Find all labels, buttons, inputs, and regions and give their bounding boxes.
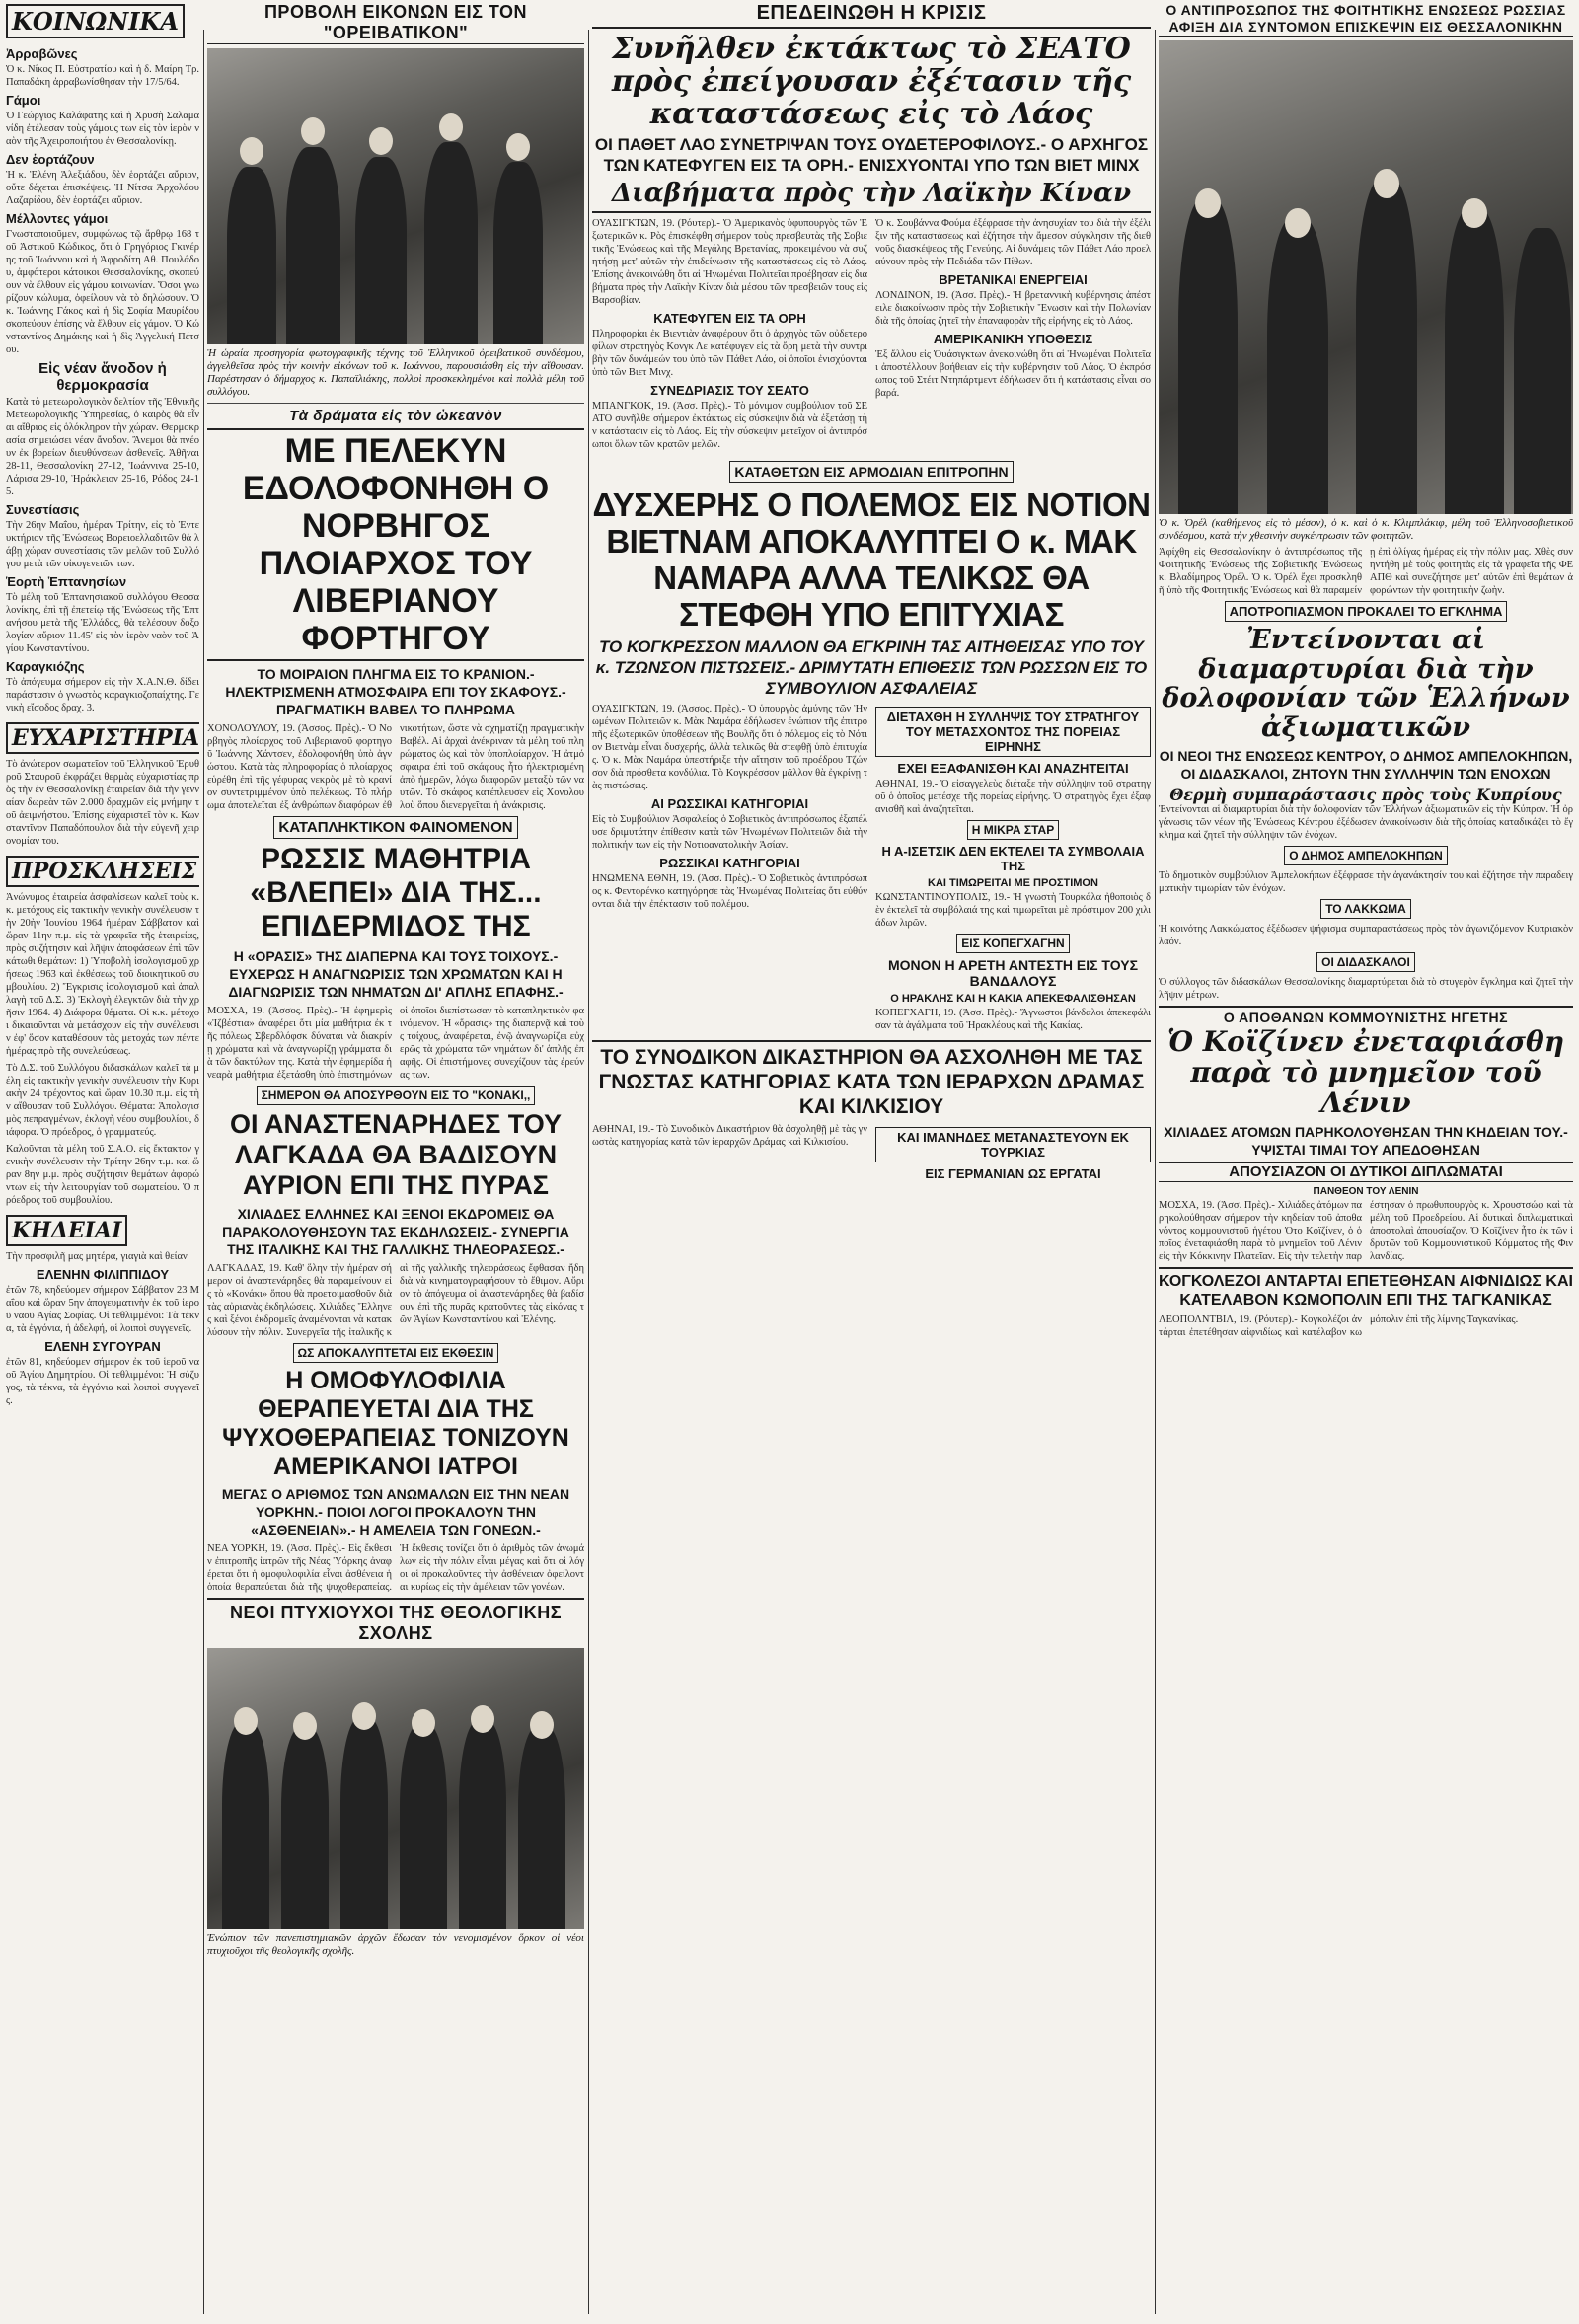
section-kicker: ΕΙΣ ΚΟΠΕΓΧΑΓΗΝ [956,934,1069,953]
section-kicker: ΩΣ ΑΠΟΚΑΛΥΠΤΕΤΑΙ ΕΙΣ ΕΚΘΕΣΙΝ [293,1343,499,1363]
text-block: Γνωστοποιοῦμεν, συμφώνως τῷ ἄρθρῳ 168 τοῦ Ἀστικοῦ Κώδικος, ὅτι ὁ Γρηγόριος Γκινέρης τοῦ Ἰωάννου καὶ ἡ Ἀφροδίτη Αθ. Πουλάδου, ἀμφότεροι κάτοικοι Θεσσαλονίκης, σκοπεύουν νὰ ἔλθουν εἰς γάμου κοινωνίαν. Ὅσοι γνωρίζουν κώλυμα, ὀφείλουν νὰ τὸ δηλώσουν. Ὁ κ. Ἰωάννης Γάκος καὶ ἡ δὶς Σοφία Μαυρίδου σκοπεύουν ἐπίσης νὰ ἔλθουν εἰς γάμον. Ὁ Κώνσταντίνος Δημάκης καὶ ἡ δὶς Ἀγγελική Πέτσου. [6,229,199,355]
photo-title: ΝΕΟΙ ΠΤΥΧΙΟΥΧΟΙ ΤΗΣ ΘΕΟΛΟΓΙΚΗΣ ΣΧΟΛΗΣ [207,1598,584,1644]
deck: ΧΙΛΙΑΔΕΣ ΕΛΛΗΝΕΣ ΚΑΙ ΞΕΝΟΙ ΕΚΔΡΟΜΕΙΣ ΘΑ ΠΑΡΑΚΟΛΟΥΘΗΣΟΥΝ ΤΑΣ ΕΚΔΗΛΩΣΕΙΣ.- ΣΥΝΕΡΓΙΑ ΤΗΣ ΙΤΑΛΙΚΗΣ ΚΑΙ ΤΗΣ ΓΑΛΛΙΚΗΣ ΤΗΛΕΟΡΑΣΕΩΣ.- [222,1206,569,1257]
text-block: ΛΕΟΠΟΛΝΤΒΙΛ, 19. (Ρόυτερ).- Κογκολέζοι ἀντάρται ἐπετέθησαν αἰφνιδίως καὶ κατέλαβον κωμόπολιν ἐπὶ τῆς λίμνης Ταγκανίκας. [1159,1313,1519,1338]
text-block: Καλοῦνται τὰ μέλη τοῦ Σ.Α.Ο. εἰς ἔκτακτον γενικὴν συνέλευσιν τὴν Τρίτην 26ην τ.μ. καὶ ὥραν 8ην μ.μ. πρὸς συζήτησιν θεμάτων ἀφορώντων εἰς τὴν λειτουργίαν τοῦ σωματείου. Ὁ πρόεδρος τοῦ συμβουλίου. [6,1144,199,1206]
subhead: ΒΡΕΤΑΝΙΚΑΙ ΕΝΕΡΓΕΙΑΙ [939,271,1088,287]
subheadline: ΑΠΟΥΣΙΑΖΟΝ ΟΙ ΔΥΤΙΚΟΙ ΔΙΠΛΩΜΑΤΑΙ [1159,1162,1573,1182]
thanks-heading: ΕΥΧΑΡΙΣΤΗΡΙΑ [6,722,199,754]
text-block: ΟΥΑΣΙΓΚΤΩΝ, 19. (Ρόυτερ).- Ὁ Ἀμερικανὸς ὑφυπουργὸς τῶν Ἐξωτερικῶν κ. Ρὸς ἐπισκέφθη σήμερον τοὺς πρεσβευτὰς τῆς Σοβιετικῆς Ἑνώσεως καὶ τῆς Μεγάλης Βρετανίας, προκειμένου νὰ συζητήσῃ μετ' αὐτῶν τὴν ἐπιδείνωσιν τῆς καταστάσεως εἰς τὸ Λάος. Ἐπίσης ἀνεκοινώθη ὅτι αἱ Ἡνωμέναι Πολιτεῖαι προέβησαν εἰς διαβήματα πρὸς τὴν Λαϊκὴν Κίναν διὰ μέσου τῶν πρεσβειῶν τους εἰς Βαρσοβίαν. [592,217,867,306]
section-kicker: ΚΑΙ ΙΜΑΝΗΔΕΣ ΜΕΤΑΝΑΣΤΕΥΟΥΝ ΕΚ ΤΟΥΡΚΙΑΣ [875,1127,1151,1162]
text-block: ἐτῶν 78, κηδεύομεν σήμερον Σάββατον 23 Μαΐου καὶ ὥραν 5ην ἀπογευματινὴν ἐκ τοῦ ἱεροῦ ναοῦ Ἁγίας Σοφίας. Οἱ τεθλιμμένοι: Τὰ τέκνα, τὰ ἐγγόνια, ἡ ἀδελφή, οἱ λοιποὶ συγγενεῖς. [6,1285,199,1334]
text-block: Τὸ ἀνώτερον σωματεῖον τοῦ Ἑλληνικοῦ Ἐρυθροῦ Σταυροῦ ἐκφράζει θερμὰς εὐχαριστίας πρὸς τὴν ἐν Θεσσαλονίκῃ ἐταιρείαν διὰ τὴν γενναίαν δωρεὰν τῶν 2.000 δραχμῶν εἰς μνήμην τοῦ ἀειμνήστου. Ἐπίσης εὐχαριστεῖ τὸν κ. Κωνσταντῖνον Παπαδόπουλον διὰ τὴν εὐγενῆ χειρονομίαν του. [6,759,199,847]
deck: ΟΙ ΠΑΘΕΤ ΛΑΟ ΣΥΝΕΤΡΙΨΑΝ ΤΟΥΣ ΟΥΔΕΤΕΡΟΦΙΛΟΥΣ.- Ο ΑΡΧΗΓΟΣ ΤΩΝ ΚΑΤΕΦΥΓΕΝ ΕΙΣ ΤΑ ΟΡΗ.- ΕΝΙΣΧΥΟΝΤΑΙ ΥΠΟ ΤΩΝ ΒΙΕΤ ΜΙΝΧ [594,135,1149,175]
heat-heading: Εἰς νέαν ἄνοδον ἡ θερμοκρασία [38,360,167,394]
subhead: ΕΧΕΙ ΕΞΑΦΑΝΙΣΘΗ ΚΑΙ ΑΝΑΖΗΤΕΙΤΑΙ [897,760,1129,776]
subheadline: Θερμὴ συμπαράστασις πρὸς τοὺς Κυπρίους [1169,785,1562,804]
subhead: ΡΩΣΣΙΚΑΙ ΚΑΤΗΓΟΡΙΑΙ [659,855,800,870]
engagements-heading: Ἀρραβῶνες [6,46,78,61]
section-kicker: Ο ΑΠΟΘΑΝΩΝ ΚΟΜΜΟΥΝΙΣΤΗΣ ΗΓΕΤΗΣ [1159,1006,1573,1025]
text-block: ἐτῶν 81, κηδεύομεν σήμερον ἐκ τοῦ ἱεροῦ ναοῦ Ἁγίου Δημητρίου. Οἱ τεθλιμμένοι: Ἡ σύζυγος, τὰ τέκνα, τὰ ἐγγόνια καὶ λοιποὶ συγγενεῖς. [6,1357,199,1406]
headline: ΔΥΣΧΕΡΗΣ Ο ΠΟΛΕΜΟΣ ΕΙΣ ΝΟΤΙΟΝ ΒΙΕΤΝΑΜ ΑΠΟΚΑΛΥΠΤΕΙ Ο κ. ΜΑΚ ΝΑΜΑΡΑ ΑΛΛΑ ΤΕΛΙΚΩΣ ΘΑ ΣΤΕΦΘΗ ΥΠΟ ΕΠΙΤΥΧΙΑΣ [592,486,1151,633]
subhead: Η Α-ΙΣΕΤΣΙΚ ΔΕΝ ΕΚΤΕΛΕΙ ΤΑ ΣΥΜΒΟΛΑΙΑ ΤΗΣ [881,843,1145,873]
meetings-heading: Συνεστίασις [6,502,80,517]
subhead: ΚΑΤΕΦΥΓΕΝ ΕΙΣ ΤΑ ΟΡΗ [653,310,806,326]
headline: Η ΟΜΟΦΥΛΟΦΙΛΙΑ ΘΕΡΑΠΕΥΕΤΑΙ ΔΙΑ ΤΗΣ ΨΥΧΟΘΕΡΑΠΕΙΑΣ ΤΟΝΙΖΟΥΝ ΑΜΕΡΙΚΑΝΟΙ ΙΑΤΡΟΙ [222,1367,569,1480]
text-block: Ὁ κ. Σουβάννα Φούμα ἐξέφρασε τὴν ἀνησυχίαν του διὰ τὴν ἐξέλιξιν τῆς καταστάσεως καὶ ἐζήτησε τὴν ἄμεσον σύγκλησιν τῆς διεθνοῦς διασκέψεως τῆς Γενεύης. Αἱ δυνάμεις τῶν Πάθετ Λάο προελαύνουν πρὸς τὴν Πεδιάδα τῶν Πίθων. [875,217,1151,267]
headline: ΟΙ ΑΝΑΣΤΕΝΑΡΗΔΕΣ ΤΟΥ ΛΑΓΚΑΔΑ ΘΑ ΒΑΔΙΣΟΥΝ ΑΥΡΙΟΝ ΕΠΙ ΤΗΣ ΠΥΡΑΣ [229,1109,563,1200]
photo-title: Ο ΑΝΤΙΠΡΟΣΩΠΟΣ ΤΗΣ ΦΟΙΤΗΤΙΚΗΣ ΕΝΩΣΕΩΣ ΡΩΣΣΙΑΣ ΑΦΙΞΗ ΔΙΑ ΣΥΝΤΟΜΟΝ ΕΠΙΣΚΕΨΙΝ ΕΙΣ ΘΕΣΣΑΛΟΝΙΚΗΝ [1159,2,1573,37]
subheadline: Διαβήματα πρὸς τὴν Λαϊκὴν Κίναν [592,180,1151,213]
news-photo [207,48,584,344]
funeral-name: ΕΛΕΝΗ ΣΥΓΟΥΡΑΝ [44,1339,161,1354]
headline: ΡΩΣΣΙΣ ΜΑΘΗΤΡΙΑ «ΒΛΕΠΕΙ» ΔΙΑ ΤΗΣ... ΕΠΙΔΕΡΜΙΔΟΣ ΤΗΣ [250,843,542,942]
text-block: ΑΘΗΝΑΙ, 19.- Ὁ εἰσαγγελεὺς διέταξε τὴν σύλληψιν τοῦ στρατηγοῦ ὁ ὁποῖος μετέσχε τῆς πορείας εἰρήνης. Ὁ στρατηγὸς ἔχει ἐξαφανισθῆ καὶ ἀναζητεῖται. [875,778,1151,815]
column-rule [1155,30,1156,2314]
weddings-heading: Γάμοι [6,93,41,108]
column-news-right [1159,0,1573,2324]
section-kicker: ΤΟ ΛΑΚΚΩΜΑ [1320,899,1411,919]
subhead: ΣΥΝΕΔΡΙΑΣΙΣ ΤΟΥ ΣΕΑΤΟ [650,382,809,398]
text-block: ΑΘΗΝΑΙ, 19.- Τὸ Συνοδικὸν Δικαστήριον θὰ ἀσχοληθῇ μὲ τὰς γνωστὰς κατηγορίας κατὰ τῶν ἱεραρχῶν Δράμας καὶ Κιλκισίου. [592,1123,867,1148]
text-block: Κατὰ τὸ μετεωρολογικὸν δελτίον τῆς Ἐθνικῆς Μετεωρολογικῆς Ὑπηρεσίας, ὁ καιρὸς θὰ εἶναι αἴθριος εἰς ὁλόκληρον τὴν χώραν. Θερμοκρασία σημειώσει νέαν ἄνοδον. Ἄνεμοι θὰ πνέουν ἐκ βορείων διευθύνσεων ἀσθενεῖς. Ἀθῆναι 28-11, Θεσσαλονίκη 27-12, Ἰωάννινα 25-10, Λάρισα 29-10, Ἡράκλειον 25-16, Ρόδος 24-15. [6,397,199,497]
text-block: ΚΟΠΕΓΧΑΓΗ, 19. (Ἀσσ. Πρὲς).- Ἄγνωστοι βάνδαλοι ἀπεκεφάλισαν τὰ ἀγάλματα τοῦ Ἡρακλέους καὶ τῆς Κακίας. [875,1007,1151,1031]
text-block: Εἰς τὸ Συμβούλιον Ἀσφαλείας ὁ Σοβιετικὸς ἀντιπρόσωπος ἐξαπέλυσε δριμυτάτην ἐπίθεσιν κατὰ τῶν Ἡνωμένων Πολιτειῶν διὰ τὴν πολιτικήν των εἰς τὴν Νοτιοανατολικὴν Ἀσίαν. [592,813,867,851]
text-block: Τὴν 26ην Μαΐου, ἡμέραν Τρίτην, εἰς τὸ Ἐντευκτήριον τῆς Ἑνώσεως Βορειοελλαδιτῶν θὰ λάβῃ χώραν συνεστίασις τῶν μελῶν τοῦ Συλλόγου μετὰ τῶν οἰκογενειῶν των. [6,520,199,569]
invitations-heading: ΠΡΟΣΚΛΗΣΕΙΣ [6,856,199,887]
text-block: Ἐξ ἄλλου εἰς Ὀυάσιγκτων ἀνεκοινώθη ὅτι αἱ Ἡνωμέναι Πολιτεῖαι ἀποστέλλουν βοήθειαν εἰς τὴν κυβέρνησιν τοῦ Λάος. Ὁ ἐκπρόσωπος τοῦ Στέιτ Ντηπάρτμεντ ἐδήλωσεν ὅτι ἡ κατάστασις εἶναι σοβαρά. [875,348,1151,399]
subhead: ΚΑΙ ΤΙΜΩΡΕΙΤΑΙ ΜΕ ΠΡΟΣΤΙΜΟΝ [928,876,1098,889]
karagiozis-heading: Καραγκιόζης [6,659,85,674]
section-kicker: ΟΙ ΔΙΔΑΣΚΑΛΟΙ [1316,952,1415,972]
text-block: ΚΩΝΣΤΑΝΤΙΝΟΥΠΟΛΙΣ, 19.- Ἡ γνωστὴ Τουρκάλα ἠθοποιὸς δὲν ἐκτελεῖ τὰ συμβόλαιά της καὶ τιμωρεῖται μὲ πρόστιμον 200 χιλιάδων λιρῶν. [875,891,1151,929]
deck: ΤΟ ΜΟΙΡΑΙΟΝ ΠΛΗΓΜΑ ΕΙΣ ΤΟ ΚΡΑΝΙΟΝ.- ΗΛΕΚΤΡΙΣΜΕΝΗ ΑΤΜΟΣΦΑΙΡΑ ΕΠΙ ΤΟΥ ΣΚΑΦΟΥΣ.- ΠΡΑΓΜΑΤΙΚΗ ΒΑΒΕΛ ΤΟ ΠΛΗΡΩΜΑ [225,666,566,717]
subhead: ΜΟΝΟΝ Η ΑΡΕΤΗ ΑΝΤΕΣΤΗ ΕΙΣ ΤΟΥΣ ΒΑΝΔΑΛΟΥΣ [888,956,1138,989]
headline: ΤΟ ΣΥΝΟΔΙΚΟΝ ΔΙΚΑΣΤΗΡΙΟΝ ΘΑ ΑΣΧΟΛΗΘΗ ΜΕ ΤΑΣ ΓΝΩΣΤΑΣ ΚΑΤΗΓΟΡΙΑΣ ΚΑΤΑ ΤΩΝ ΙΕΡΑΡΧΩΝ ΔΡΑΜΑΣ ΚΑΙ ΚΙΛΚΙΣΙΟΥ [592,1040,1151,1119]
headline: Ὁ Κοϊζίνεν ἐνεταφιάσθη παρὰ τὸ μνημεῖον τοῦ Λένιν [1166,1025,1565,1119]
text-block: ΝΕΑ ΥΟΡΚΗ, 19. (Ἀσσ. Πρὲς).- Εἰς ἔκθεσιν ἐπιτροπῆς ἰατρῶν τῆς Νέας Ὑόρκης ἀναφέρεται ὅτι ἡ ὁμοφυλοφιλία εἶναι ἀσθένεια ἡ ὁποία θεραπεύεται διὰ τῆς ψυχοθεραπείας. Ἡ ἔκθεσις τονίζει ὅτι ὁ ἀριθμὸς τῶν ἀνωμάλων εἰς τὴν πόλιν εἶναι μέγας καὶ ὅτι οἱ λόγοι οἱ προκαλοῦντες τὴν ἀσθένειαν ὀφείλονται κυρίως εἰς τὴν ἀμέλειαν τῶν γονέων. [207,1543,584,1593]
text-block: Ὁ Γεώργιος Καλάφατης καὶ ἡ Χρυσὴ Σαλαμανίδη ἐτέλεσαν τοὺς γάμους των εἰς τὸν ἱερὸν ναὸν τῆς Ἀχειροποιήτου ἐν Θεσσαλονίκῃ. [6,111,199,147]
deck: ΜΕΓΑΣ Ο ΑΡΙΘΜΟΣ ΤΩΝ ΑΝΩΜΑΛΩΝ ΕΙΣ ΤΗΝ ΝΕΑΝ ΥΟΡΚΗΝ.- ΠΟΙΟΙ ΛΟΓΟΙ ΠΡΟΚΑΛΟΥΝ ΤΗΝ «ΑΣΘΕΝΕΙΑΝ».- Η ΑΜΕΛΕΙΑ ΤΩΝ ΓΟΝΕΩΝ.- [221,1486,570,1537]
deck: Η «ΟΡΑΣΙΣ» ΤΗΣ ΔΙΑΠΕΡΝΑ ΚΑΙ ΤΟΥΣ ΤΟΙΧΟΥΣ.- ΕΥΧΕΡΩΣ Η ΑΝΑΓΝΩΡΙΣΙΣ ΤΩΝ ΧΡΩΜΑΤΩΝ ΚΑΙ Η ΔΙΑΓΝΩΡΙΣΙΣ ΤΩΝ ΝΗΜΑΤΩΝ ΔΙ' ΑΠΛΗΣ ΕΠΑΦΗΣ.- [228,948,564,1000]
subhead: ΑΜΕΡΙΚΑΝΙΚΗ ΥΠΟΘΕΣΙΣ [933,331,1093,346]
caption: Ἡ ὡραία προσηγορία φωτογραφικῆς τέχνης τοῦ Ἑλληνικοῦ ὀρειβατικοῦ συνδέσμου, ἀγγελθεῖσα πρὸς τὴν κοινὴν εἰκόνων τοῦ κ. Ιωάννου, παρουσιάσθη εἰς τὴν αἴθουσαν. Παρέστησαν ὁ δήμαρχος κ. Παπαϊλιάκης, πολλοὶ προσκεκλημένοι καὶ πολλὰ μέλη τοῦ συλλόγου. [207,347,584,398]
text-block: Τὸ ἀπόγευμα σήμερον εἰς τὴν Χ.Α.Ν.Θ. δίδει παράστασιν ὁ γνωστὸς καραγκιοζοπαίχτης. Γενικὴ εἴσοδος δραχ. 3. [6,677,199,713]
heptanese-heading: Ἑορτὴ Ἑπτανησίων [6,574,127,589]
subhead: ΕΙΣ ΓΕΡΜΑΝΙΑΝ ΩΣ ΕΡΓΑΤΑΙ [925,1165,1101,1181]
news-photo [1159,40,1573,514]
photo-title: ΠΡΟΒΟΛΗ ΕΙΚΟΝΩΝ ΕΙΣ ΤΟΝ "ΟΡΕΙΒΑΤΙΚΟΝ" [207,2,584,44]
column-social [6,0,199,2324]
no-celebration-heading: Δεν ἑορτάζουν [6,152,95,167]
section-kicker: ΕΠΕΔΕΙΝΩΘΗ Η ΚΡΙΣΙΣ [592,2,1151,29]
text-block: ΧΟΝΟΛΟΥΛΟΥ, 19. (Ἀσσος. Πρὲς).- Ὁ Νορβηγὸς πλοίαρχος τοῦ Λιβεριανοῦ φορτηγοῦ Ἰωάννης Χάντσεν, ἐδολοφονήθη ὑπὸ ἀγνώστου. Κατὰ τὰς πληροφορίας ὁ πλοίαρχος εὑρέθη ἐπὶ τῆς γέφυρας νεκρὸς μὲ τὸ κρανίον συντετριμμένον ὑπὸ πελέκεως. Τὸ πλήρωμα ἀποτελεῖται ἐξ ἀνθρώπων διαφόρων ἐθνικοτήτων, ὥστε νὰ σχηματίζῃ πραγματικὴν Βαβέλ. Αἱ ἀρχαὶ ἀνέκριναν τὰ μέλη τοῦ πληρώματος ὡς καὶ τὸν ὑποπλοίαρχον. Ἡ ἀτμόσφαιρα ἐπὶ τοῦ σκάφους ἦτο ἠλεκτρισμένη ἀπὸ ἡμερῶν, λόγω διαφορῶν μεταξὺ τῶν ναυτῶν. Τὸ σκάφος κατέπλευσεν εἰς Χονολουλοὺ ὅπου διενεργεῖται ἡ ἀνάκρισις. [207,723,584,811]
caption: Ὁ κ. Ὀρέλ (καθήμενος εἰς τὸ μέσον), ὁ κ. καὶ ὁ κ. Κλιμπλάκιφ, μέλη τοῦ Ἑλληνοσοβιετικοῦ συνδέσμου, κατὰ τὴν χθεσινὴν συγκέντρωσιν τῶν φοιτητῶν. [1159,517,1573,542]
caption: Ἐνώπιον τῶν πανεπιστημιακῶν ἀρχῶν ἔδωσαν τὸν νενομισμένον ὅρκον οἱ νέοι πτυχιοῦχοι τῆς θεολογικῆς σχολῆς. [207,1932,584,1957]
text-block: ΜΠΑΝΓΚΟΚ, 19. (Ἀσσ. Πρὲς).- Τὸ μόνιμον συμβούλιον τοῦ ΣΕΑΤΟ συνῆλθε σήμερον ἐκτάκτως εἰς σύσκεψιν διὰ νὰ ἐξετάσῃ τὴν κατάστασιν εἰς τὸ Λάος. Εἰς τὴν σύσκεψιν μετεῖχον οἱ ἀντιπρόσωποι ὅλων τῶν κρατῶν μελῶν. [592,400,867,450]
text-block: ΟΥΑΣΙΓΚΤΩΝ, 19. (Ἀσσος. Πρὲς).- Ὁ ὑπουργὸς ἀμύνης τῶν Ἡνωμένων Πολιτειῶν κ. Μὰκ Ναμάρα ἐδήλωσεν ἐνώπιον τῆς ἐπιτροπῆς ἐξωτερικῶν ὑποθέσεων τῆς Βουλῆς ὅτι ὁ πόλεμος εἰς τὸ Νότιον Βιετνὰμ εἶναι δυσχερής, ἀλλὰ τελικῶς θὰ στεφθῇ ὑπὸ ἐπιτυχίας. Ὁ κ. Μὰκ Ναμάρα ὑπεστήριξε τὴν αἴτησιν τοῦ προέδρου Τζώνσον διὰ πρόσθετα κονδύλια. Τὸ Κογκρέσσον μᾶλλον θὰ ἐγκρίνῃ τὰς πιστώσεις. [592,703,867,791]
column-rule [588,30,589,2314]
text-block: Ἡ κοινότης Λακκώματος ἐξέδωσεν ψήφισμα συμπαραστάσεως πρὸς τὸν ἀγωνιζόμενον Κυπριακὸν λαόν. [1159,924,1573,948]
section-kicker: Τὰ δράματα εἰς τὸν ὠκεανὸν [289,408,502,424]
section-kicker: Η ΜΙΚΡΑ ΣΤΑΡ [967,820,1059,840]
headline: Ἐντείνονται αἱ διαμαρτυρίαι διὰ τὴν δολοφονίαν τῶν Ἑλλήνων ἀξιωματικῶν [1162,625,1570,744]
social-masthead: ΚΟΙΝΩΝΙΚΑ [6,4,185,38]
funerals-heading: ΚΗΔΕΙΑΙ [6,1215,127,1246]
section-kicker: ΚΑΤΑΘΕΤΩΝ ΕΙΣ ΑΡΜΟΔΙΑΝ ΕΠΙΤΡΟΠΗΝ [729,461,1013,483]
text-block: Τὸ Δ.Σ. τοῦ Συλλόγου διδασκάλων καλεῖ τὰ μέλη εἰς τακτικὴν γενικὴν συνέλευσιν τὴν Κυριακὴν 24 τρέχοντος καὶ ὥραν 10.30 π.μ. εἰς τὴν αἴθουσαν τοῦ Συλλόγου. Θέματα: Ἀπολογισμὸς πεπραγμένων, ἐκλογὴ νέου συμβουλίου, διάφορα. Ὁ πρόεδρος, ὁ γραμματεύς. [6,1063,199,1138]
text-block: Ὁ σύλλογος τῶν διδασκάλων Θεσσαλονίκης διαμαρτύρεται διὰ τὸ στυγερὸν ἔγκλημα καὶ ζητεῖ τὴν λῆψιν μέτρων. [1159,977,1573,1002]
text-block: ΛΟΝΔΙΝΟΝ, 19. (Ἀσσ. Πρὲς).- Ἡ βρεταννικὴ κυβέρνησις ἀπέστειλε διακοίνωσιν πρὸς τὴν Σοβιετικὴν Ἕνωσιν καὶ τὴν Πολωνίαν διὰ τῆς ὁποίας ζητεῖ τὴν ἐπαναφορὰν τῆς εἰρήνης εἰς τὸ Λάος. [875,289,1151,327]
deck: ΤΟ ΚΟΓΚΡΕΣΣΟΝ ΜΑΛΛΟΝ ΘΑ ΕΓΚΡΙΝΗ ΤΑΣ ΑΙΤΗΘΕΙΣΑΣ ΥΠΟ ΤΟΥ κ. ΤΖΩΝΣΟΝ ΠΙΣΤΩΣΕΙΣ.- ΔΡΙΜΥΤΑΤΗ ΕΠΙΘΕΣΙΣ ΤΩΝ ΡΩΣΣΩΝ ΕΙΣ ΤΟ ΣΥΜΒΟΥΛΙΟΝ ΑΣΦΑΛΕΙΑΣ [595,637,1148,698]
headline: ΜΕ ΠΕΛΕΚΥΝ ΕΔΟΛΟΦΟΝΗΘΗ Ο ΝΟΡΒΗΓΟΣ ΠΛΟΙΑΡΧΟΣ ΤΟΥ ΛΙΒΕΡΙΑΝΟΥ ΦΟΡΤΗΓΟΥ [207,428,584,661]
text-block: Ἐντείνονται αἱ διαμαρτυρίαι διὰ τὴν δολοφονίαν τῶν Ἑλλήνων ἀξιωματικῶν εἰς τὴν Κύπρον. Ἡ ὀργάνωσις τῶν νέων τῆς Ἑνώσεως Κέντρου ἐξέδωσεν ἀνακοίνωσιν διὰ τῆς ὁποίας καταδικάζει τὸ ἔγκλημα καὶ ζητεῖ τὴν σύλληψιν τῶν ἐνόχων. [1159,804,1573,842]
text-block: Πληροφορίαι ἐκ Βιεντιὰν ἀναφέρουν ὅτι ὁ ἀρχηγὸς τῶν οὐδετεροφίλων στρατηγὸς Κονγκ Λε κατέφυγεν εἰς τὰ ὄρη μετὰ τὴν συντριβὴν τῶν δυνάμεών του ὑπὸ τῶν Πάθετ Λάο, οἱ ὁποῖοι ἐνισχύονται ὑπὸ τῶν Βιετ Μινχ. [592,328,867,378]
future-weddings-heading: Μέλλοντες γάμοι [6,211,109,226]
funeral-name: ΕΛΕΝΗΝ ΦΙΛΙΠΠΙΔΟΥ [36,1267,170,1282]
text-block: Τὸ δημοτικὸν συμβούλιον Ἀμπελοκήπων ἐξέφρασε τὴν ἀγανάκτησίν του καὶ ἐζήτησε τὴν παραδειγματικὴν τιμωρίαν τῶν ἐνόχων. [1159,870,1573,895]
subhead: ΠΑΝΘΕΟΝ ΤΟΥ ΛΕΝΙΝ [1313,1185,1419,1197]
subhead: ΑΙ ΡΩΣΣΙΚΑΙ ΚΑΤΗΓΟΡΙΑΙ [650,795,809,811]
text-block: Τὴν προσφιλῆ μας μητέρα, γιαγιὰ καὶ θείαν [6,1251,188,1262]
section-kicker: ΣΗΜΕΡΟΝ ΘΑ ΑΠΟΣΥΡΘΟΥΝ ΕΙΣ ΤΟ "ΚΟΝΑΚΙ,, [257,1086,536,1105]
news-photo [207,1648,584,1929]
text-block: ΜΟΣΧΑ, 19. (Ἀσσ. Πρὲς).- Χιλιάδες ἀτόμων παρηκολούθησαν σήμερον τὴν κηδείαν τοῦ ἀποθανόντος κομμουνιστοῦ ἡγέτου Ὀτο Κοϊζίνεν, ὁ ὁποῖος ἐνεταφιάσθη παρὰ τὸ μνημεῖον τοῦ Λένιν εἰς τὴν Κόκκινην Πλατεῖαν. Εἰς τὴν τελετὴν παρέστησαν ὁ πρωθυπουργὸς κ. Χρουστσώφ καὶ τὰ μέλη τοῦ Προεδρείου. Αἱ δυτικαὶ διπλωματικαὶ ἀποστολαὶ ἀπουσίαζον. Ὁ Κοϊζίνεν ἦτο ἐκ τῶν ἱδρυτῶν τοῦ Κομμουνιστικοῦ Κόμματος τῆς Φινλανδίας. [1159,1199,1573,1262]
section-kicker: Ο ΔΗΜΟΣ ΑΜΠΕΛΟΚΗΠΩΝ [1284,846,1448,865]
text-block: Ὁ κ. Νίκος Π. Εὐστρατίου καὶ ἡ δ. Μαίρη Τρ. Παπαδάκη ἀρραβωνίσθησαν τὴν 17/5/64. [6,64,199,88]
subhead: Ο ΗΡΑΚΛΗΣ ΚΑΙ Η ΚΑΚΙΑ ΑΠΕΚΕΦΑΛΙΣΘΗΣΑΝ [890,992,1136,1005]
headline: ΚΟΓΚΟΛΕΖΟΙ ΑΝΤΑΡΤΑΙ ΕΠΕΤΕΘΗΣΑΝ ΑΙΦΝΙΔΙΩΣ ΚΑΙ ΚΑΤΕΛΑΒΟΝ ΚΩΜΟΠΟΛΙΝ ΕΠΙ ΤΗΣ ΤΑΓΚΑΝΙΚΑΣ [1159,1267,1573,1310]
text-block: Ἀφίχθη εἰς Θεσσαλονίκην ὁ ἀντιπρόσωπος τῆς Φοιτητικῆς Ἑνώσεως τῆς Σοβιετικῆς Ἑνώσεως κ. Βλαδίμηρος Ὀρέλ. Ὁ κ. Ὀρέλ ἔχει προσκληθῆ ὑπὸ τῆς Φοιτητικῆς Ἑνώσεως καὶ θὰ παραμείνῃ ἐπὶ ὀλίγας ἡμέρας εἰς τὴν πόλιν μας. Χθὲς συνηντήθη μὲ τοὺς φοιτητὰς εἰς τὰ γραφεῖα τῆς ΦΕΑΠΘ καὶ συνεζήτησε μετ' αὐτῶν ἐπὶ θεμάτων ἀφορώντων τὴν φοιτητικὴν ζωὴν. [1159,547,1573,596]
column-news-left [207,0,584,2324]
text-block: ΛΑΓΚΑΔΑΣ, 19. Καθ' ὅλην τὴν ἡμέραν σήμερον οἱ ἀναστενάρηδες θὰ παραμείνουν εἰς τὸ «Κονάκι» ὅπου θὰ προετοιμασθοῦν διὰ τὰς αὐριανὰς ἐκδηλώσεις. Χιλιάδες Ἕλληνες καὶ ξένοι ἐκδρομεῖς ἀναμένονται νὰ κατακλύσουν τὴν πόλιν. Συνεργεῖα τῆς ἰταλικῆς καὶ τῆς γαλλικῆς τηλεοράσεως ἔφθασαν ἤδη διὰ νὰ κινηματογραφήσουν τὸ ἔθιμον. Αὔριον τὸ ἀπόγευμα οἱ ἀναστενάρηδες θὰ βαδίσουν ἐπὶ τῆς πυρᾶς κρατοῦντες τὰς εἰκόνας τῶν Ἁγίων Κωνσταντίνου καὶ Ἑλένης. [207,1263,584,1338]
column-rule [203,30,204,2314]
deck: ΟΙ ΝΕΟΙ ΤΗΣ ΕΝΩΣΕΩΣ ΚΕΝΤΡΟΥ, Ο ΔΗΜΟΣ ΑΜΠΕΛΟΚΗΠΩΝ, ΟΙ ΔΙΔΑΣΚΑΛΟΙ, ΖΗΤΟΥΝ ΤΗΝ ΣΥΛΛΗΨΙΝ ΤΩΝ ΕΝΟΧΩΝ [1159,747,1573,782]
section-kicker: ΔΙΕΤΑΧΘΗ Η ΣΥΛΛΗΨΙΣ ΤΟΥ ΣΤΡΑΤΗΓΟΥ ΤΟΥ ΜΕΤΑΣΧΟΝΤΟΣ ΤΗΣ ΠΟΡΕΙΑΣ ΕΙΡΗΝΗΣ [875,707,1151,757]
text-block: Τὸ μέλη τοῦ Ἑπτανησιακοῦ συλλόγου Θεσσαλονίκης, ἐπὶ τῇ ἐπετείῳ τῆς Ἑνώσεως τῆς Ἑπτανήσου μετὰ τῆς Ἑλλάδος, θὰ τελέσουν δοξολογίαν αὔριον 11.45' εἰς τὸν ἱερὸν ναὸν τοῦ Ἁγίου Κωνσταντίνου. [6,592,199,654]
headline: Συνῆλθεν ἐκτάκτως τὸ ΣΕΑΤΟ πρὸς ἐπείγουσαν ἐξέτασιν τῆς καταστάσεως εἰς τὸ Λάος [611,32,1132,131]
section-kicker: ΑΠΟΤΡΟΠΙΑΣΜΟΝ ΠΡΟΚΑΛΕΙ ΤΟ ΕΓΚΛΗΜΑ [1225,601,1508,622]
text-block: ΜΟΣΧΑ, 19. (Ἀσσος. Πρὲς).- Ἡ ἐφημερὶς «Ἰζβέστια» ἀναφέρει ὅτι μία μαθήτρια ἐκ τῆς πόλεως Σβερδλόφσκ δύναται νὰ διακρίνῃ χρώματα καὶ νὰ ἀναγνωρίζῃ γράμματα διὰ τῶν δακτύλων της. Κατὰ τὴν ἐφημερίδα ἡ νεαρὰ μαθήτρια ἐξετάσθη ὑπὸ ἐπιστημόνων οἱ ὁποῖοι διεπίστωσαν τὸ καταπληκτικὸν φαινόμενον. Ἡ «ὅρασις» της διαπερνᾷ καὶ τοὺς τοίχους, ἀναφέρεται, ἐνῷ ἀναγνωρίζει εὐχερῶς τὰ χρώματα τῶν νημάτων δι' ἁπλῆς ἐπαφῆς. Οἱ ἐπιστήμονες συνεχίζουν τὰς ἐρεύνας των. [207,1006,584,1081]
column-news-center [592,0,1151,2324]
text-block: Ἀνώνυμος ἐταιρεία ἀσφαλίσεων καλεῖ τοὺς κ.κ. μετόχους εἰς τακτικὴν γενικὴν συνέλευσιν τὴν 20ὴν Ἰουνίου 1964 ἡμέραν Σάββατον καὶ ὥραν 11ην π.μ. εἰς τὰ γραφεῖα τῆς ἑταιρείας, πρὸς συζήτησιν καὶ λῆψιν ἀποφάσεων ἐπὶ τῶν κάτωθι θεμάτων: 1) Ὑποβολὴ ἰσολογισμοῦ χρήσεως 1963 καὶ ἐκθέσεως τοῦ διοικητικοῦ συμβουλίου. 2) Ἔγκρισις ἰσολογισμοῦ καὶ ἀπαλλαγὴ τοῦ Δ.Σ. 3) Ἐκλογὴ ἐλεγκτῶν διὰ τὴν χρῆσιν 1964. 4) Διάφορα θέματα. Οἱ κ.κ. μέτοχοι δικαιοῦνται νὰ μετάσχουν εἰς τὴν συνέλευσιν ἐφ' ὅσον καταθέσουν τὰς μετοχάς των πέντε ἡμέρας πρὸ τῆς συνελεύσεως. [6,892,199,1057]
text-block: Ἡ κ. Ἑλένη Ἀλεξιάδου, δὲν ἑορτάζει αὔριον, οὔτε δέχεται ἐπισκέψεις. Ἡ Νίτσα Ἀρχολάου Λαζαρίδου, δὲν ἑορτάζει αὔριον. [6,170,199,206]
deck: ΧΙΛΙΑΔΕΣ ΑΤΟΜΩΝ ΠΑΡΗΚΟΛΟΥΘΗΣΑΝ ΤΗΝ ΚΗΔΕΙΑΝ ΤΟΥ.- ΥΨΙΣΤΑΙ ΤΙΜΑΙ ΤΟΥ ΑΠΕΔΟΘΗΣΑΝ [1164,1123,1568,1158]
section-kicker: ΚΑΤΑΠΛΗΚΤΙΚΟΝ ΦΑΙΝΟΜΕΝΟΝ [273,816,517,839]
text-block: ΗΝΩΜΕΝΑ ΕΘΝΗ, 19. (Ἀσσ. Πρὲς).- Ὁ Σοβιετικὸς ἀντιπρόσωπος κ. Φεντορένκο κατηγόρησε τὰς Ἡνωμένας Πολιτείας ὅτι εὐθύνονται διὰ τὴν ἐπέκτασιν τοῦ πολέμου. [592,872,867,910]
